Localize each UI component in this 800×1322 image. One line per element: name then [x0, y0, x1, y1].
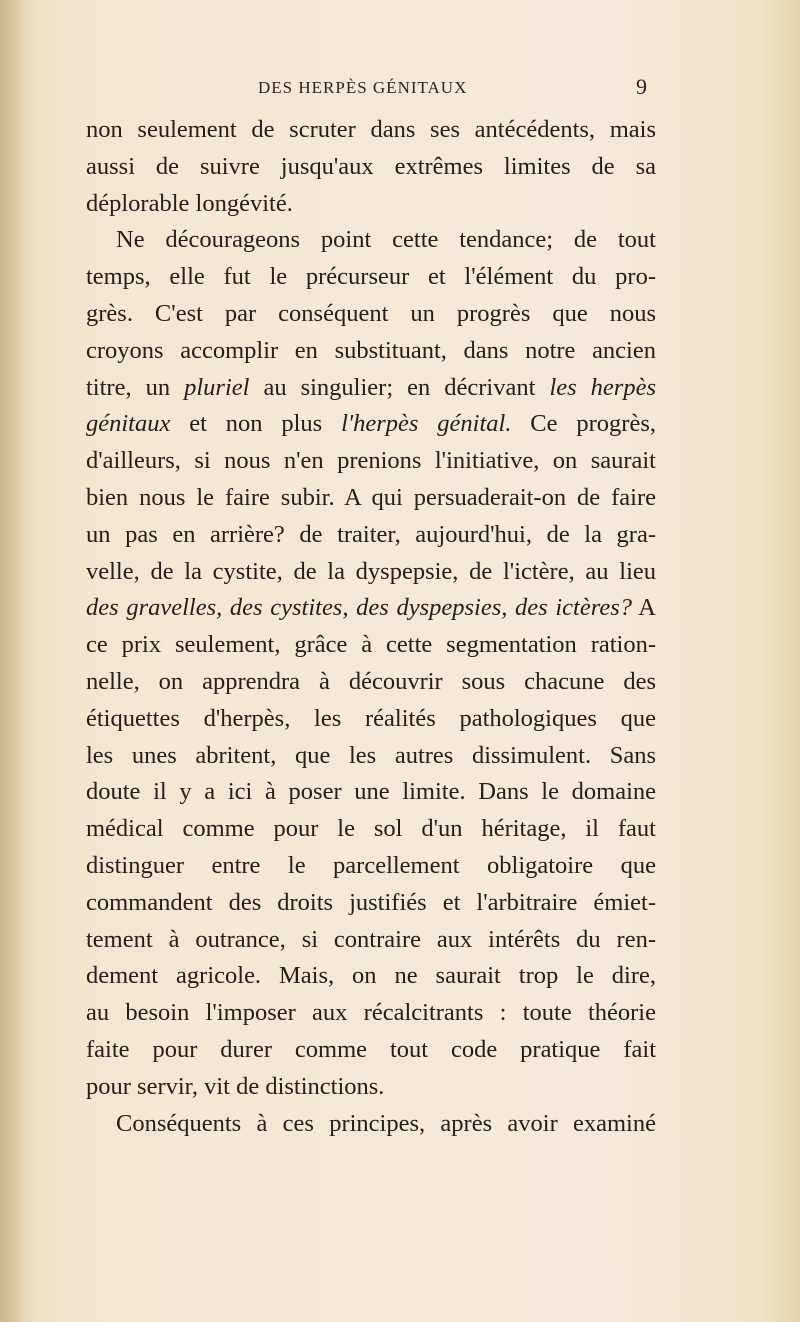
italic-text: l'herpès génital. — [341, 410, 512, 438]
text-line — [86, 590, 656, 627]
text-line — [86, 296, 656, 333]
text-line — [86, 922, 656, 959]
text-segment: temps, elle fut le précurseur et l'élément du pro- — [86, 263, 656, 291]
text-segment: distinguer entre le parcellement obligatoire que — [86, 851, 656, 879]
italic-text: génitaux — [86, 410, 171, 438]
text-line — [86, 149, 656, 186]
text-segment: commandent des droits justifiés et l'arbitraire émiet- — [86, 888, 656, 916]
text-segment: tement à outrance, si contraire aux intérêts du ren- — [86, 925, 656, 953]
text-segment: au besoin l'imposer aux récalcitrants : toute théorie — [86, 999, 656, 1027]
text-line — [86, 259, 656, 296]
text-segment: titre, un — [86, 373, 185, 401]
text-line — [86, 701, 656, 738]
text-segment: faite pour durer comme tout code pratique fait — [86, 1035, 656, 1063]
text-segment: dement agricole. Mais, on ne saurait trop le dire, — [86, 962, 656, 990]
text-line — [86, 480, 656, 517]
text-line — [86, 664, 656, 701]
text-segment: étiquettes d'herpès, les réalités pathologiques que — [86, 704, 656, 732]
text-segment: un pas en arrière? de traiter, aujourd'hui, de la gra- — [86, 520, 656, 548]
text-segment: Ne décourageons point cette tendance; de tout — [116, 226, 656, 254]
text-line — [86, 517, 656, 554]
text-segment: pour servir, vit de distinctions. — [86, 1072, 385, 1100]
body-text — [86, 112, 656, 1142]
italic-text: les herpès — [549, 373, 656, 401]
text-line — [86, 222, 656, 259]
text-segment: grès. C'est par conséquent un progrès que nous — [86, 299, 656, 327]
text-segment: au singulier; en décrivant — [249, 373, 550, 401]
text-line — [86, 443, 656, 480]
text-segment: Conséquents à ces principes, après avoir examiné — [116, 1109, 656, 1137]
text-line — [86, 774, 656, 811]
text-line — [86, 1069, 656, 1106]
running-head — [0, 74, 800, 108]
text-segment: nelle, on apprendra à découvrir sous chacune des — [86, 667, 656, 695]
text-line — [86, 885, 656, 922]
running-head-title: DES HERPÈS GÉNITAUX — [258, 78, 468, 97]
text-line — [86, 811, 656, 848]
text-segment: d'ailleurs, si nous n'en prenions l'initiative, on saurait — [86, 447, 656, 475]
text-segment: les unes abritent, que les autres dissimulent. Sans — [86, 741, 656, 769]
text-line — [86, 333, 656, 370]
text-segment: médical comme pour le sol d'un héritage, il faut — [86, 815, 656, 843]
text-line — [86, 738, 656, 775]
text-segment: Ce progrès, — [511, 410, 656, 438]
page-edge — [0, 0, 22, 1322]
italic-text: des gravelles, des cystites, des dyspepsies, des ictères? — [86, 594, 632, 622]
text-line — [86, 370, 656, 407]
text-line — [86, 112, 656, 149]
text-segment: bien nous le faire subir. A qui persuaderait-on de faire — [86, 483, 656, 511]
text-line — [86, 1106, 656, 1143]
text-line — [86, 554, 656, 591]
text-line — [86, 406, 656, 443]
page-number: 9 — [636, 74, 647, 99]
text-segment: doute il y a ici à poser une limite. Dans le domaine — [86, 778, 656, 806]
italic-text: pluriel — [184, 373, 250, 401]
text-segment: croyons accomplir en substituant, dans notre ancien — [86, 336, 656, 364]
text-segment: ce prix seulement, grâce à cette segmentation ration- — [86, 631, 656, 659]
text-line — [86, 995, 656, 1032]
text-segment: non seulement de scruter dans ses antécédents, mais — [86, 116, 656, 143]
text-line — [86, 1032, 656, 1069]
text-segment: A — [632, 594, 657, 622]
text-line — [86, 848, 656, 885]
text-line — [86, 627, 656, 664]
text-segment: aussi de suivre jusqu'aux extrêmes limites de sa — [86, 152, 656, 180]
text-line — [86, 958, 656, 995]
text-segment: et non plus — [170, 410, 342, 438]
text-segment: déplorable longévité. — [86, 189, 293, 217]
text-line — [86, 186, 656, 223]
text-segment: velle, de la cystite, de la dyspepsie, de l'ictère, au lieu — [86, 557, 656, 585]
